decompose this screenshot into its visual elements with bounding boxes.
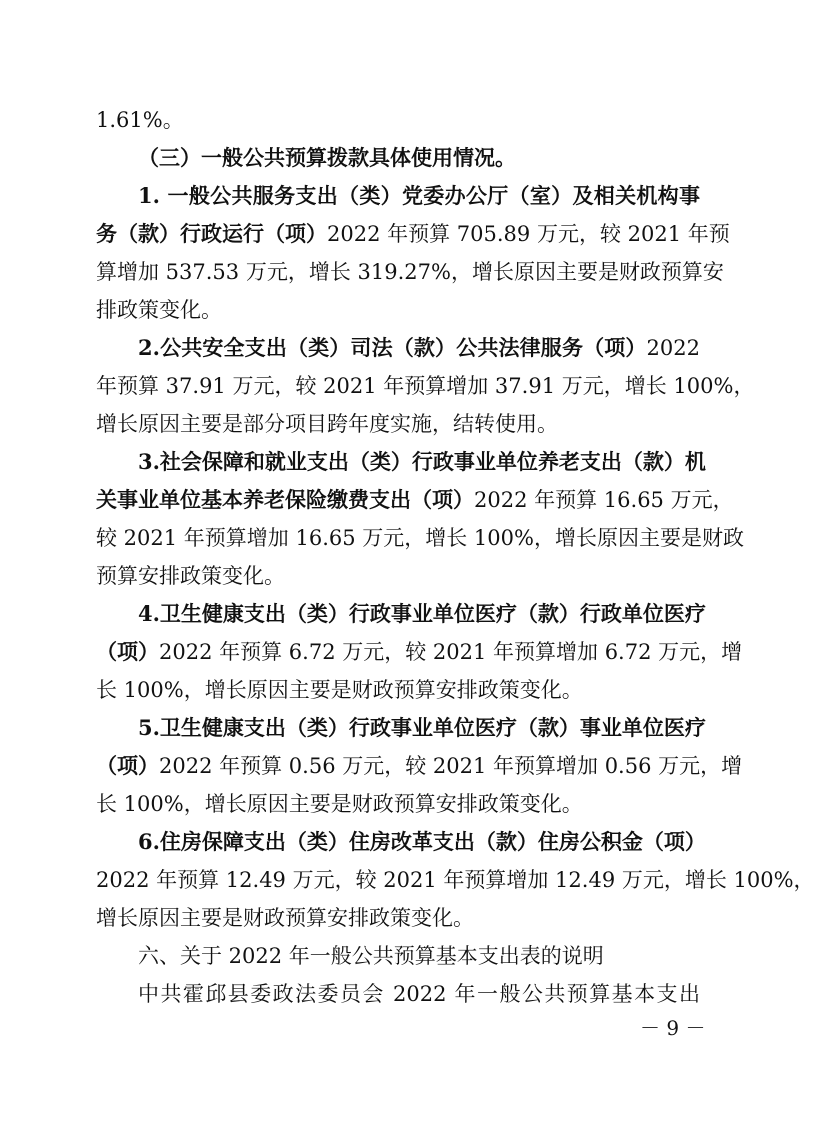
text-line <box>96 788 700 820</box>
section-heading <box>138 142 700 174</box>
section-six-heading <box>138 940 700 972</box>
text-run: 务（款）行政运行（项） <box>96 221 327 246</box>
text-run: （项） <box>96 639 159 664</box>
text-run: 中共霍邱县委政法委员会 2022 年一般公共预算基本支出 <box>138 982 700 1006</box>
text-line <box>96 256 724 288</box>
text-line <box>96 218 730 250</box>
text-line <box>96 674 700 706</box>
text-line <box>96 104 700 136</box>
text-line <box>96 864 815 896</box>
text-run: 2022 <box>646 336 700 360</box>
text-run: 2022 年预算 16.65 万元， <box>474 488 734 512</box>
text-run: 排政策变化。 <box>96 298 222 322</box>
text-line <box>96 902 700 934</box>
item-2-heading <box>138 332 700 364</box>
text-line <box>96 408 700 440</box>
text-line <box>96 750 743 782</box>
text-run: 增长原因主要是部分项目跨年度实施，结转使用。 <box>96 412 558 436</box>
text-run: 3.社会保障和就业支出（类）行政事业单位养老支出（款）机 <box>138 449 706 474</box>
text-run: 2022 年预算 6.72 万元，较 2021 年预算增加 6.72 万元，增 <box>159 640 743 664</box>
text-run: 较 2021 年预算增加 16.65 万元，增长 100%，增长原因主要是财政 <box>96 526 744 550</box>
text-run: （项） <box>96 753 159 778</box>
text-line <box>138 978 700 1010</box>
text-run: 关事业单位基本养老保险缴费支出（项） <box>96 487 474 512</box>
item-5-heading <box>138 712 706 744</box>
text-run: 2.公共安全支出（类）司法（款）公共法律服务（项） <box>138 335 647 360</box>
text-line <box>96 560 700 592</box>
text-line <box>96 636 743 668</box>
text-run: 6.住房保障支出（类）住房改革支出（款）住房公积金（项） <box>138 829 706 854</box>
item-3-heading <box>138 446 706 478</box>
text-run: 1. 一般公共服务支出（类）党委办公厅（室）及相关机构事 <box>138 183 700 208</box>
text-run: 长 100%，增长原因主要是财政预算安排政策变化。 <box>96 678 583 702</box>
text-run: 2022 年预算 12.49 万元，较 2021 年预算增加 12.49 万元，增长 100%， <box>96 868 815 892</box>
text-run: 增长原因主要是财政预算安排政策变化。 <box>96 906 474 930</box>
item-4-heading <box>138 598 706 630</box>
text-line <box>96 522 744 554</box>
text-run: 年预算 37.91 万元，较 2021 年预算增加 37.91 万元，增长 100%， <box>96 374 755 398</box>
item-6-heading <box>138 826 706 858</box>
text-run: 预算安排政策变化。 <box>96 564 285 588</box>
text-run: 长 100%，增长原因主要是财政预算安排政策变化。 <box>96 792 583 816</box>
text-run: 4.卫生健康支出（类）行政事业单位医疗（款）行政单位医疗 <box>138 601 706 626</box>
text-line <box>96 484 734 516</box>
text-line <box>96 294 700 326</box>
text-run: （三）一般公共预算拨款具体使用情况。 <box>138 145 516 170</box>
text-line <box>96 370 755 402</box>
page-number: － 9 － <box>640 1016 706 1040</box>
text-run: 六、关于 2022 年一般公共预算基本支出表的说明 <box>138 944 604 968</box>
text-run: 5.卫生健康支出（类）行政事业单位医疗（款）事业单位医疗 <box>138 715 706 740</box>
text-run: 2022 年预算 0.56 万元，较 2021 年预算增加 0.56 万元，增 <box>159 754 743 778</box>
item-1-heading <box>138 180 700 212</box>
text-run: 1.61%。 <box>96 108 184 132</box>
text-run: 2022 年预算 705.89 万元，较 2021 年预 <box>327 222 730 246</box>
text-run: 算增加 537.53 万元，增长 319.27%，增长原因主要是财政预算安 <box>96 260 724 284</box>
